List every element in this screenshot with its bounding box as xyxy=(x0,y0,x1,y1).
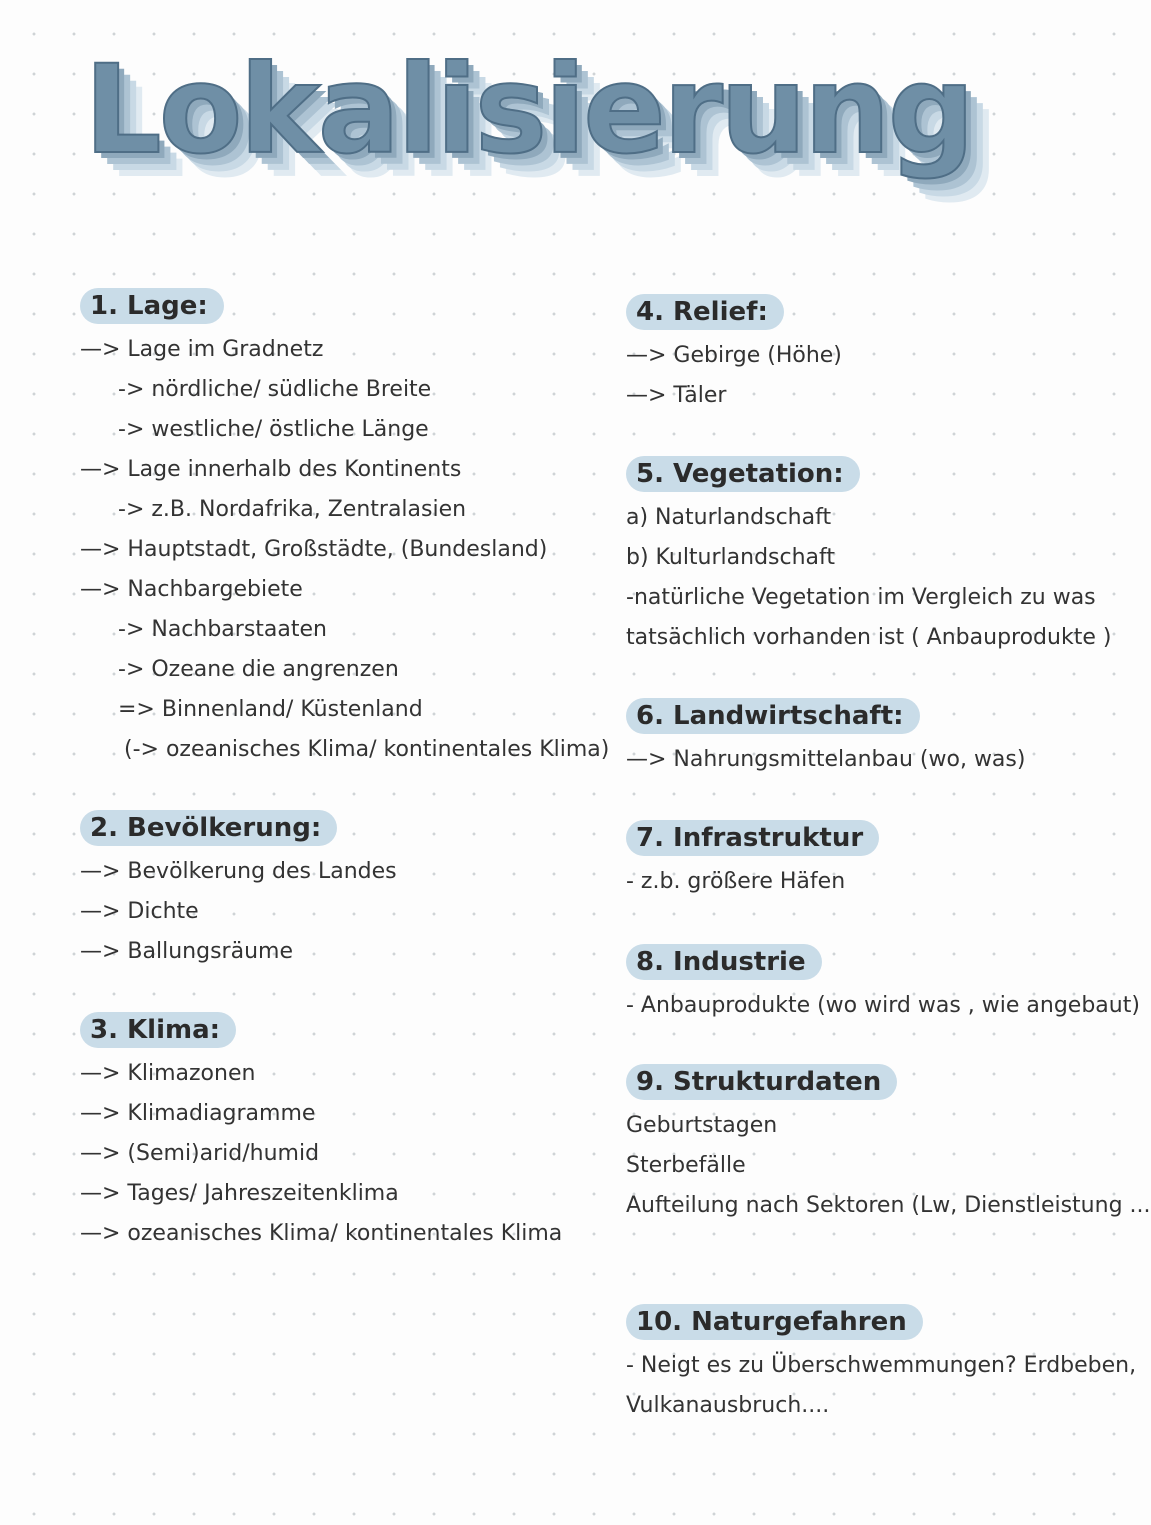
note-line: Sterbefälle xyxy=(626,1153,746,1178)
section-industrie xyxy=(626,944,1140,1026)
section-heading-lage: 1. Lage: xyxy=(80,288,224,324)
note-line: —> Klimazonen xyxy=(80,1061,256,1086)
note-line: —> Nachbargebiete xyxy=(80,577,303,602)
note-line: —> Ballungsräume xyxy=(80,939,293,964)
note-line: —> Bevölkerung des Landes xyxy=(80,859,397,884)
section-klima xyxy=(80,1012,562,1254)
note-line: (-> ozeanisches Klima/ kontinentales Klima) xyxy=(124,737,610,762)
page-title: Lokalisierung xyxy=(84,39,973,181)
section-heading-naturgefahren: 10. Naturgefahren xyxy=(626,1304,923,1340)
section-relief xyxy=(626,294,842,416)
section-heading-landwirtschaft: 6. Landwirtschaft: xyxy=(626,698,920,734)
section-bevoelkerung xyxy=(80,810,397,972)
section-heading-strukturdaten: 9. Strukturdaten xyxy=(626,1064,897,1100)
section-heading-infrastruktur: 7. Infrastruktur xyxy=(626,820,879,856)
note-line: -> Ozeane die angrenzen xyxy=(118,657,399,682)
section-lines-naturgefahren xyxy=(626,1346,1136,1426)
section-lines-infrastruktur xyxy=(626,862,879,902)
note-line: Geburtstagen xyxy=(626,1113,778,1138)
section-lines-relief xyxy=(626,336,842,416)
section-infrastruktur xyxy=(626,820,879,902)
section-lines-vegetation xyxy=(626,498,1111,658)
note-line: —> ozeanisches Klima/ kontinentales Klima xyxy=(80,1221,563,1246)
note-line: -> z.B. Nordafrika, Zentralasien xyxy=(118,497,467,522)
note-line: tatsächlich vorhanden ist ( Anbauprodukte ) xyxy=(626,625,1112,650)
note-line: —> (Semi)arid/humid xyxy=(80,1141,320,1166)
section-lines-landwirtschaft xyxy=(626,740,1025,780)
note-line: —> Tages/ Jahreszeitenklima xyxy=(80,1181,399,1206)
note-line: -> westliche/ östliche Länge xyxy=(118,417,429,442)
section-lines-lage xyxy=(80,330,609,770)
section-vegetation xyxy=(626,456,1111,658)
section-heading-klima: 3. Klima: xyxy=(80,1012,236,1048)
note-line: —> Nahrungsmittelanbau (wo, was) xyxy=(626,747,1026,772)
note-line: b) Kulturlandschaft xyxy=(626,545,836,570)
note-line: a) Naturlandschaft xyxy=(626,505,832,530)
note-line: - z.b. größere Häfen xyxy=(626,869,846,894)
section-heading-industrie: 8. Industrie xyxy=(626,944,822,980)
note-line: -natürliche Vegetation im Vergleich zu was xyxy=(626,585,1096,610)
note-line: -> nördliche/ südliche Breite xyxy=(118,377,432,402)
note-line: —> Gebirge (Höhe) xyxy=(626,343,842,368)
section-heading-bevoelkerung: 2. Bevölkerung: xyxy=(80,810,337,846)
note-line: —> Dichte xyxy=(80,899,199,924)
section-heading-vegetation: 5. Vegetation: xyxy=(626,456,860,492)
note-line: => Binnenland/ Küstenland xyxy=(118,697,423,722)
note-line: —> Hauptstadt, Großstädte, (Bundesland) xyxy=(80,537,548,562)
note-line: - Anbauprodukte (wo wird was , wie angebaut) xyxy=(626,993,1140,1018)
section-landwirtschaft xyxy=(626,698,1025,780)
note-line: Vulkanausbruch.... xyxy=(626,1393,830,1418)
note-line: —> Lage im Gradnetz xyxy=(80,337,324,362)
section-heading-relief: 4. Relief: xyxy=(626,294,784,330)
section-strukturdaten xyxy=(626,1064,1151,1226)
note-line: —> Lage innerhalb des Kontinents xyxy=(80,457,462,482)
section-lines-industrie xyxy=(626,986,1140,1026)
section-naturgefahren xyxy=(626,1304,1136,1426)
section-lines-bevoelkerung xyxy=(80,852,397,972)
note-line: -> Nachbarstaaten xyxy=(118,617,327,642)
note-line: - Neigt es zu Überschwemmungen? Erdbeben, xyxy=(626,1353,1137,1378)
note-line: —> Täler xyxy=(626,383,727,408)
section-lines-klima xyxy=(80,1054,562,1254)
section-lage xyxy=(80,288,609,770)
note-line: Aufteilung nach Sektoren (Lw, Dienstleistung ... xyxy=(626,1193,1151,1218)
note-line: —> Klimadiagramme xyxy=(80,1101,316,1126)
section-lines-strukturdaten xyxy=(626,1106,1151,1226)
